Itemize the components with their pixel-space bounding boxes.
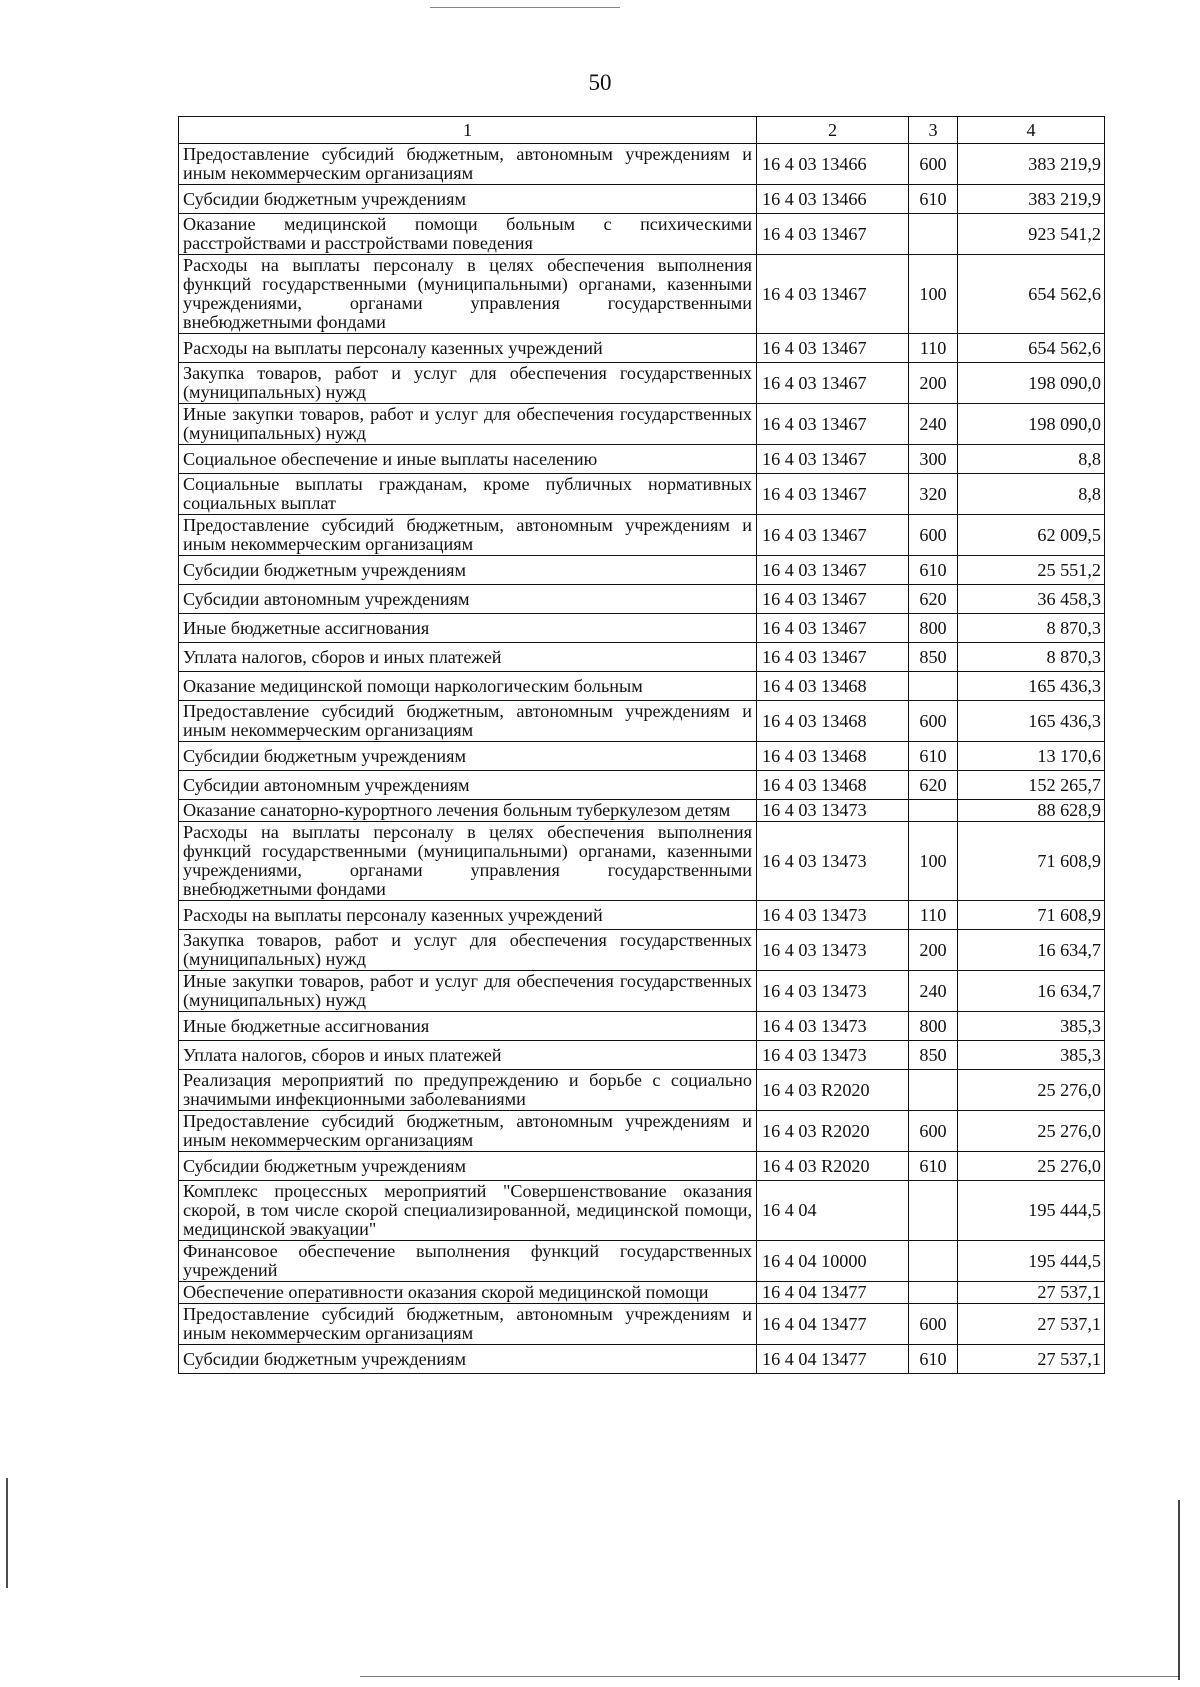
row-name-cell: Финансовое обеспечение выполнения функций государственных учреждений — [179, 1241, 757, 1282]
row-code-cell: 16 4 03 R2020 — [757, 1111, 909, 1152]
row-name-cell: Субсидии бюджетным учреждениям — [179, 185, 757, 214]
table-row — [179, 214, 1105, 255]
row-amount-cell: 198 090,0 — [958, 404, 1105, 445]
row-name-cell: Социальные выплаты гражданам, кроме публичных нормативных социальных выплат — [179, 474, 757, 515]
row-amount-cell: 25 276,0 — [958, 1111, 1105, 1152]
column-header-2: 2 — [757, 117, 909, 144]
row-code-cell: 16 4 03 13467 — [757, 363, 909, 404]
row-amount-cell: 385,3 — [958, 1041, 1105, 1070]
table-row — [179, 822, 1105, 901]
table-row — [179, 363, 1105, 404]
table-row — [179, 474, 1105, 515]
row-code-cell: 16 4 03 13467 — [757, 614, 909, 643]
row-code-cell: 16 4 04 13477 — [757, 1282, 909, 1304]
row-amount-cell: 8 870,3 — [958, 643, 1105, 672]
budget-table — [178, 116, 1105, 1374]
row-type-cell — [909, 800, 958, 822]
row-type-cell: 100 — [909, 255, 958, 334]
row-code-cell: 16 4 03 13473 — [757, 930, 909, 971]
table-row — [179, 771, 1105, 800]
row-name-cell: Субсидии бюджетным учреждениям — [179, 742, 757, 771]
row-code-cell: 16 4 03 13467 — [757, 643, 909, 672]
row-code-cell: 16 4 03 R2020 — [757, 1070, 909, 1111]
table-row — [179, 556, 1105, 585]
row-amount-cell: 8,8 — [958, 445, 1105, 474]
row-amount-cell: 385,3 — [958, 1012, 1105, 1041]
table-row — [179, 1181, 1105, 1241]
row-type-cell: 800 — [909, 1012, 958, 1041]
row-amount-cell: 25 551,2 — [958, 556, 1105, 585]
row-type-cell: 240 — [909, 971, 958, 1012]
row-code-cell: 16 4 04 10000 — [757, 1241, 909, 1282]
table-row — [179, 643, 1105, 672]
row-amount-cell: 198 090,0 — [958, 363, 1105, 404]
row-type-cell: 850 — [909, 643, 958, 672]
row-code-cell: 16 4 03 13467 — [757, 334, 909, 363]
row-name-cell: Предоставление субсидий бюджетным, автономным учреждениям и иным некоммерческим организациям — [179, 1304, 757, 1345]
row-code-cell: 16 4 03 13467 — [757, 585, 909, 614]
row-type-cell — [909, 1241, 958, 1282]
row-type-cell: 610 — [909, 185, 958, 214]
row-type-cell: 600 — [909, 1111, 958, 1152]
row-code-cell: 16 4 03 13468 — [757, 771, 909, 800]
row-name-cell: Иные закупки товаров, работ и услуг для обеспечения государственных (муниципальных) нужд — [179, 404, 757, 445]
row-type-cell: 600 — [909, 144, 958, 185]
row-name-cell: Субсидии автономным учреждениям — [179, 771, 757, 800]
row-type-cell: 800 — [909, 614, 958, 643]
header-row — [179, 117, 1105, 144]
row-code-cell: 16 4 04 — [757, 1181, 909, 1241]
row-name-cell: Субсидии автономным учреждениям — [179, 585, 757, 614]
row-name-cell: Реализация мероприятий по предупреждению и борьбе с социально значимыми инфекционными заболеваниями — [179, 1070, 757, 1111]
row-code-cell: 16 4 04 13477 — [757, 1304, 909, 1345]
row-name-cell: Комплекс процессных мероприятий "Совершенствование оказания скорой, в том числе скорой специализированной, медицинской помощи, медицинской эвакуации" — [179, 1181, 757, 1241]
row-type-cell: 610 — [909, 556, 958, 585]
row-amount-cell: 27 537,1 — [958, 1345, 1105, 1374]
row-name-cell: Субсидии бюджетным учреждениям — [179, 1152, 757, 1181]
row-name-cell: Уплата налогов, сборов и иных платежей — [179, 1041, 757, 1070]
row-code-cell: 16 4 03 13467 — [757, 445, 909, 474]
row-amount-cell: 383 219,9 — [958, 144, 1105, 185]
table-row — [179, 515, 1105, 556]
table-row — [179, 185, 1105, 214]
row-name-cell: Закупка товаров, работ и услуг для обеспечения государственных (муниципальных) нужд — [179, 930, 757, 971]
row-type-cell: 300 — [909, 445, 958, 474]
row-name-cell: Иные бюджетные ассигнования — [179, 1012, 757, 1041]
table-row — [179, 445, 1105, 474]
row-amount-cell: 27 537,1 — [958, 1304, 1105, 1345]
row-amount-cell: 195 444,5 — [958, 1181, 1105, 1241]
row-name-cell: Предоставление субсидий бюджетным, автономным учреждениям и иным некоммерческим организациям — [179, 144, 757, 185]
row-name-cell: Обеспечение оперативности оказания скорой медицинской помощи — [179, 1282, 757, 1304]
table-row — [179, 800, 1105, 822]
row-code-cell: 16 4 03 13467 — [757, 404, 909, 445]
row-code-cell: 16 4 03 13473 — [757, 901, 909, 930]
row-code-cell: 16 4 03 13468 — [757, 672, 909, 701]
row-name-cell: Расходы на выплаты персоналу в целях обеспечения выполнения функций государственными (муниципальными) органами, казенными учреждениями, органами управления государственными внебюджетными фондами — [179, 255, 757, 334]
row-type-cell: 600 — [909, 701, 958, 742]
row-type-cell: 240 — [909, 404, 958, 445]
row-code-cell: 16 4 03 13473 — [757, 800, 909, 822]
row-name-cell: Оказание санаторно-курортного лечения больным туберкулезом детям — [179, 800, 757, 822]
row-amount-cell: 923 541,2 — [958, 214, 1105, 255]
table-row — [179, 672, 1105, 701]
table-row — [179, 1152, 1105, 1181]
row-name-cell: Предоставление субсидий бюджетным, автономным учреждениям и иным некоммерческим организациям — [179, 1111, 757, 1152]
table-row — [179, 1282, 1105, 1304]
row-amount-cell: 71 608,9 — [958, 901, 1105, 930]
table-row — [179, 614, 1105, 643]
row-code-cell: 16 4 03 13473 — [757, 822, 909, 901]
row-name-cell: Расходы на выплаты персоналу казенных учреждений — [179, 334, 757, 363]
column-header-3: 3 — [909, 117, 958, 144]
table-row — [179, 1111, 1105, 1152]
scan-artifact-top — [430, 7, 620, 8]
table-row — [179, 1241, 1105, 1282]
row-amount-cell: 13 170,6 — [958, 742, 1105, 771]
row-name-cell: Оказание медицинской помощи больным с психическими расстройствами и расстройствами поведения — [179, 214, 757, 255]
row-amount-cell: 36 458,3 — [958, 585, 1105, 614]
column-header-1: 1 — [179, 117, 757, 144]
row-amount-cell: 71 608,9 — [958, 822, 1105, 901]
row-name-cell: Предоставление субсидий бюджетным, автономным учреждениям и иным некоммерческим организациям — [179, 515, 757, 556]
row-code-cell: 16 4 04 13477 — [757, 1345, 909, 1374]
row-code-cell: 16 4 03 13467 — [757, 474, 909, 515]
row-type-cell: 320 — [909, 474, 958, 515]
row-type-cell: 610 — [909, 1152, 958, 1181]
row-type-cell: 610 — [909, 742, 958, 771]
row-code-cell: 16 4 03 13466 — [757, 144, 909, 185]
row-name-cell: Иные бюджетные ассигнования — [179, 614, 757, 643]
row-type-cell: 600 — [909, 515, 958, 556]
row-code-cell: 16 4 03 13468 — [757, 701, 909, 742]
table-row — [179, 1345, 1105, 1374]
row-type-cell: 200 — [909, 930, 958, 971]
table-row — [179, 901, 1105, 930]
row-type-cell: 110 — [909, 334, 958, 363]
scan-artifact-left-edge — [6, 1478, 8, 1588]
row-type-cell — [909, 1282, 958, 1304]
row-name-cell: Уплата налогов, сборов и иных платежей — [179, 643, 757, 672]
row-type-cell — [909, 672, 958, 701]
row-type-cell — [909, 214, 958, 255]
row-name-cell: Субсидии бюджетным учреждениям — [179, 556, 757, 585]
row-amount-cell: 654 562,6 — [958, 255, 1105, 334]
scan-artifact-bottom — [360, 1676, 1180, 1677]
row-type-cell: 850 — [909, 1041, 958, 1070]
table-row — [179, 1012, 1105, 1041]
row-amount-cell: 654 562,6 — [958, 334, 1105, 363]
row-type-cell — [909, 1181, 958, 1241]
table-row — [179, 1041, 1105, 1070]
row-code-cell: 16 4 03 13473 — [757, 1041, 909, 1070]
column-header-4: 4 — [958, 117, 1105, 144]
row-amount-cell: 8 870,3 — [958, 614, 1105, 643]
row-name-cell: Расходы на выплаты персоналу казенных учреждений — [179, 901, 757, 930]
table-row — [179, 971, 1105, 1012]
row-type-cell: 600 — [909, 1304, 958, 1345]
table-row — [179, 701, 1105, 742]
row-code-cell: 16 4 03 R2020 — [757, 1152, 909, 1181]
table-row — [179, 1070, 1105, 1111]
table-row — [179, 144, 1105, 185]
row-type-cell — [909, 1070, 958, 1111]
row-amount-cell: 8,8 — [958, 474, 1105, 515]
row-type-cell: 620 — [909, 585, 958, 614]
row-code-cell: 16 4 03 13473 — [757, 1012, 909, 1041]
row-code-cell: 16 4 03 13467 — [757, 556, 909, 585]
row-code-cell: 16 4 03 13466 — [757, 185, 909, 214]
table-body — [179, 144, 1105, 1374]
row-amount-cell: 165 436,3 — [958, 701, 1105, 742]
row-name-cell: Социальное обеспечение и иные выплаты населению — [179, 445, 757, 474]
row-name-cell: Закупка товаров, работ и услуг для обеспечения государственных (муниципальных) нужд — [179, 363, 757, 404]
row-amount-cell: 88 628,9 — [958, 800, 1105, 822]
row-amount-cell: 152 265,7 — [958, 771, 1105, 800]
row-code-cell: 16 4 03 13468 — [757, 742, 909, 771]
row-amount-cell: 16 634,7 — [958, 930, 1105, 971]
row-amount-cell: 25 276,0 — [958, 1152, 1105, 1181]
row-code-cell: 16 4 03 13473 — [757, 971, 909, 1012]
row-type-cell: 200 — [909, 363, 958, 404]
row-amount-cell: 195 444,5 — [958, 1241, 1105, 1282]
row-amount-cell: 16 634,7 — [958, 971, 1105, 1012]
row-name-cell: Расходы на выплаты персоналу в целях обеспечения выполнения функций государственными (муниципальными) органами, казенными учреждениями, органами управления государственными внебюджетными фондами — [179, 822, 757, 901]
scan-artifact-right-edge — [1178, 1500, 1180, 1680]
table-row — [179, 1304, 1105, 1345]
page-number: 50 — [588, 70, 612, 95]
table-row — [179, 930, 1105, 971]
row-name-cell: Субсидии бюджетным учреждениям — [179, 1345, 757, 1374]
row-amount-cell: 383 219,9 — [958, 185, 1105, 214]
row-code-cell: 16 4 03 13467 — [757, 515, 909, 556]
row-type-cell: 100 — [909, 822, 958, 901]
table-row — [179, 404, 1105, 445]
row-amount-cell: 62 009,5 — [958, 515, 1105, 556]
row-code-cell: 16 4 03 13467 — [757, 214, 909, 255]
row-amount-cell: 25 276,0 — [958, 1070, 1105, 1111]
table-row — [179, 585, 1105, 614]
row-type-cell: 620 — [909, 771, 958, 800]
row-name-cell: Предоставление субсидий бюджетным, автономным учреждениям и иным некоммерческим организациям — [179, 701, 757, 742]
table-row — [179, 742, 1105, 771]
row-type-cell: 610 — [909, 1345, 958, 1374]
row-amount-cell: 27 537,1 — [958, 1282, 1105, 1304]
table-row — [179, 334, 1105, 363]
table-row — [179, 255, 1105, 334]
row-name-cell: Иные закупки товаров, работ и услуг для обеспечения государственных (муниципальных) нужд — [179, 971, 757, 1012]
row-name-cell: Оказание медицинской помощи наркологическим больным — [179, 672, 757, 701]
row-amount-cell: 165 436,3 — [958, 672, 1105, 701]
row-code-cell: 16 4 03 13467 — [757, 255, 909, 334]
row-type-cell: 110 — [909, 901, 958, 930]
